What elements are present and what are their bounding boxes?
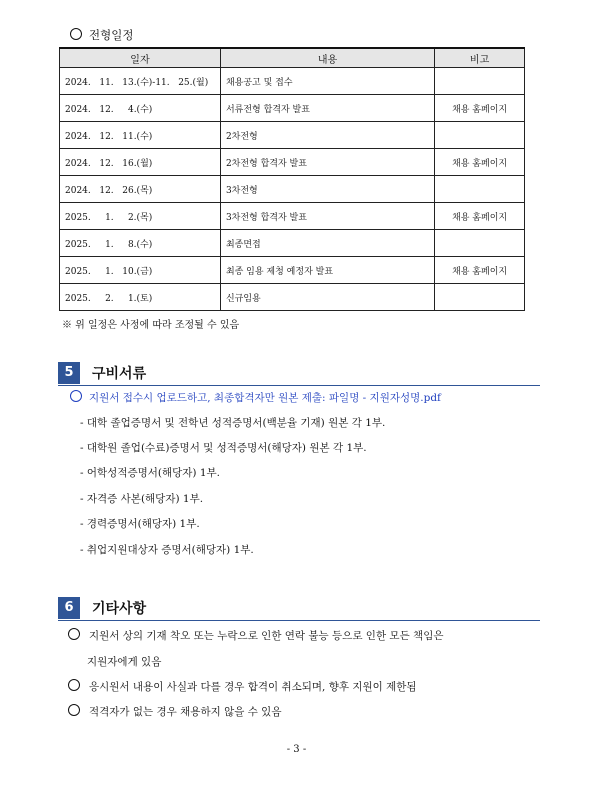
document-item: - 경력증명서(해당자) 1부.	[80, 518, 200, 530]
document-item: - 자격증 사본(해당자) 1부.	[80, 493, 204, 505]
cell-content: 채용공고 및 접수	[220, 68, 434, 95]
document-item: - 대학 졸업증명서 및 전학년 성적증명서(백분율 기재) 원본 각 1부.	[80, 417, 386, 429]
table-row	[60, 95, 525, 122]
column-header-content: 내용	[220, 48, 434, 68]
table-header-row	[60, 48, 525, 68]
cell-date: 2024. 12. 4.(수)	[60, 95, 221, 122]
cell-date: 2025. 2. 1.(토)	[60, 284, 221, 311]
schedule-footnote: ※ 위 일정은 사정에 따라 조정될 수 있음	[62, 320, 240, 331]
cell-note	[435, 176, 525, 203]
cell-date: 2024. 12. 26.(목)	[60, 176, 221, 203]
section-number-badge: 5	[58, 362, 80, 384]
circle-bullet-icon	[68, 704, 80, 716]
section-divider	[58, 385, 540, 386]
schedule-table	[59, 47, 525, 311]
cell-date: 2024. 12. 11.(수)	[60, 122, 221, 149]
notice-item	[68, 679, 417, 694]
section-divider	[58, 620, 540, 621]
notice-text: 응시원서 내용이 사실과 다를 경우 합격이 취소되며, 향후 지원이 제한됨	[89, 681, 417, 693]
table-row	[60, 284, 525, 311]
schedule-heading-text: 전형일정	[89, 28, 134, 42]
table-row	[60, 149, 525, 176]
cell-note	[435, 284, 525, 311]
cell-note: 채용 홈페이지	[435, 257, 525, 284]
notice-item	[68, 628, 443, 643]
table-row	[60, 257, 525, 284]
table-row	[60, 68, 525, 95]
cell-note	[435, 68, 525, 95]
cell-date: 2025. 1. 8.(수)	[60, 230, 221, 257]
circle-bullet-icon	[68, 679, 80, 691]
schedule-heading	[70, 27, 133, 43]
cell-content: 서류전형 합격자 발표	[220, 95, 434, 122]
table-row	[60, 176, 525, 203]
column-header-date: 일자	[60, 48, 221, 68]
circle-bullet-icon	[70, 390, 82, 402]
cell-content: 신규임용	[220, 284, 434, 311]
cell-content: 3차전형	[220, 176, 434, 203]
section-number-badge: 6	[58, 597, 80, 619]
upload-instruction	[70, 390, 441, 405]
cell-date: 2024. 11. 13.(수)-11. 25.(월)	[60, 68, 221, 95]
cell-note	[435, 230, 525, 257]
column-header-note: 비고	[435, 48, 525, 68]
table-row	[60, 203, 525, 230]
upload-instruction-text: 지원서 접수시 업로드하고, 최종합격자만 원본 제출: 파일명 - 지원자성명.pdf	[89, 392, 441, 404]
document-item: - 취업지원대상자 증명서(해당자) 1부.	[80, 544, 254, 556]
cell-content: 3차전형 합격자 발표	[220, 203, 434, 230]
table-row	[60, 230, 525, 257]
cell-date: 2024. 12. 16.(월)	[60, 149, 221, 176]
table-row	[60, 122, 525, 149]
cell-note: 채용 홈페이지	[435, 149, 525, 176]
circle-bullet-icon	[68, 628, 80, 640]
document-item: - 어학성적증명서(해당자) 1부.	[80, 467, 221, 479]
cell-content: 최종 임용 제청 예정자 발표	[220, 257, 434, 284]
cell-note: 채용 홈페이지	[435, 203, 525, 230]
notice-item	[68, 704, 281, 719]
cell-date: 2025. 1. 10.(금)	[60, 257, 221, 284]
page-number: - 3 -	[286, 744, 307, 755]
notice-text: 적격자가 없는 경우 채용하지 않을 수 있음	[89, 706, 282, 718]
notice-continuation: 지원자에게 있음	[87, 656, 162, 668]
cell-note: 채용 홈페이지	[435, 95, 525, 122]
document-item: - 대학원 졸업(수료)증명서 및 성적증명서(해당자) 원본 각 1부.	[80, 442, 367, 454]
cell-content: 2차전형	[220, 122, 434, 149]
section-title: 기타사항	[92, 601, 147, 617]
circle-bullet-icon	[70, 28, 82, 40]
cell-date: 2025. 1. 2.(목)	[60, 203, 221, 230]
notice-text: 지원서 상의 기재 착오 또는 누락으로 인한 연락 불능 등으로 인한 모든 책임은	[89, 630, 444, 642]
section-title: 구비서류	[92, 366, 147, 382]
cell-content: 2차전형 합격자 발표	[220, 149, 434, 176]
cell-note	[435, 122, 525, 149]
cell-content: 최종면접	[220, 230, 434, 257]
